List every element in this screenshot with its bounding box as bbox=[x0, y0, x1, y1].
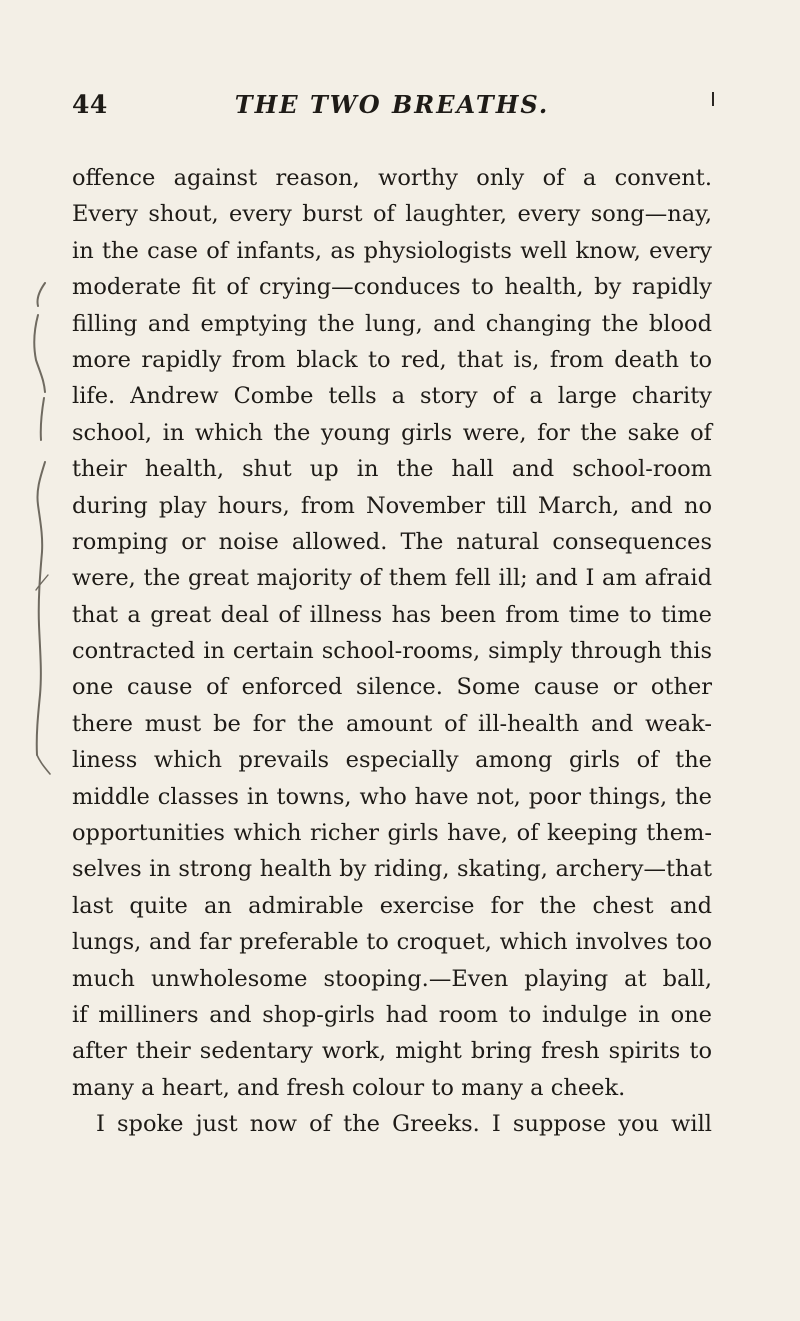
text-line: lungs, and far preferable to croquet, which involves too bbox=[72, 929, 712, 956]
text-line: filling and emptying the lung, and changing the blood bbox=[72, 310, 712, 337]
text-line: many a heart, and fresh colour to many a cheek. bbox=[72, 1074, 626, 1101]
text-line: school, in which the young girls were, for the sake of bbox=[72, 419, 712, 446]
text-line: their health, shut up in the hall and school-room bbox=[72, 456, 712, 483]
text-line: liness which prevails especially among girls of the bbox=[72, 747, 712, 774]
text-line: during play hours, from November till March, and no bbox=[72, 492, 712, 519]
text-line: moderate fit of crying—conduces to health, by rapidly bbox=[72, 274, 712, 301]
text-line: there must be for the amount of ill-health and weak- bbox=[72, 710, 712, 737]
text-line: I spoke just now of the Greeks. I suppose you will bbox=[96, 1111, 712, 1138]
text-line: last quite an admirable exercise for the chest and bbox=[72, 892, 712, 919]
text-line: life. Andrew Combe tells a story of a large charity bbox=[72, 383, 712, 410]
text-line: opportunities which richer girls have, of keeping them- bbox=[72, 820, 712, 847]
text-line: offence against reason, worthy only of a convent. bbox=[72, 165, 712, 191]
running-title: THE TWO BREATHS. bbox=[234, 90, 550, 119]
text-line: much unwholesome stooping.—Even playing at ball, bbox=[72, 965, 712, 992]
header-tick-mark bbox=[712, 92, 714, 106]
text-line: more rapidly from black to red, that is, from death to bbox=[72, 346, 712, 373]
text-line: middle classes in towns, who have not, poor things, the bbox=[72, 783, 712, 810]
running-head bbox=[72, 90, 712, 130]
text-line: selves in strong health by riding, skating, archery—that bbox=[72, 856, 712, 883]
page-number: 44 bbox=[72, 90, 108, 119]
body-text bbox=[72, 160, 712, 1143]
text-line: that a great deal of illness has been from time to time bbox=[72, 601, 712, 628]
pencil-bracket-mark bbox=[0, 0, 80, 1321]
text-line: in the case of infants, as physiologists well know, every bbox=[72, 237, 712, 264]
text-line: were, the great majority of them fell ill; and I am afraid bbox=[72, 565, 712, 592]
text-line: Every shout, every burst of laughter, every song—nay, bbox=[72, 201, 712, 228]
text-line: romping or noise allowed. The natural consequences bbox=[72, 528, 712, 555]
text-line: if milliners and shop-girls had room to indulge in one bbox=[72, 1001, 712, 1028]
text-line: after their sedentary work, might bring fresh spirits to bbox=[72, 1038, 712, 1065]
text-line: contracted in certain school-rooms, simply through this bbox=[72, 638, 712, 665]
text-line: one cause of enforced silence. Some cause or other bbox=[72, 674, 712, 701]
